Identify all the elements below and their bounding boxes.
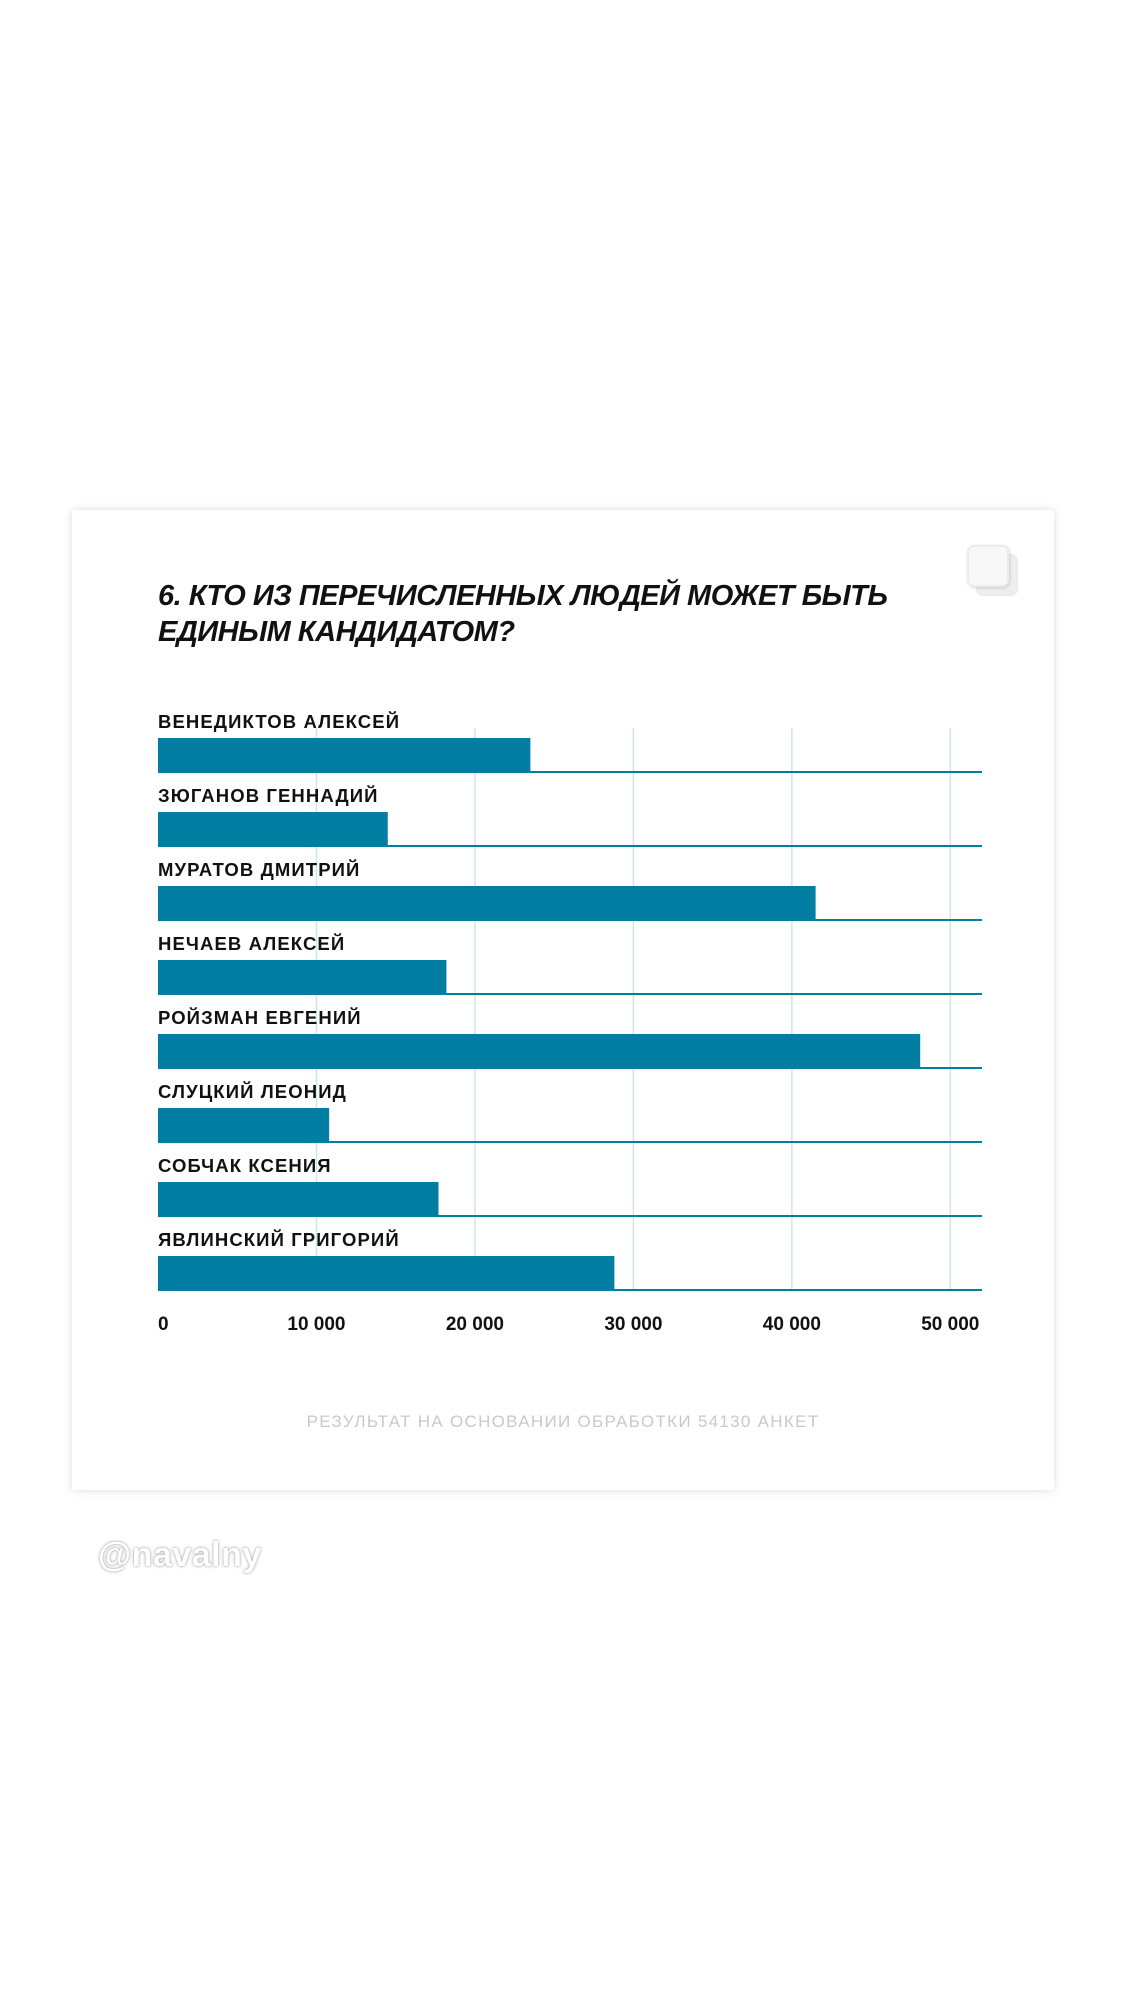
chart-title: 6. КТО ИЗ ПЕРЕЧИСЛЕННЫХ ЛЮДЕЙ МОЖЕТ БЫТЬ ЕДИНЫМ КАНДИДАТОМ? xyxy=(158,580,888,648)
bar xyxy=(158,886,816,920)
x-tick-label: 0 xyxy=(158,1314,169,1335)
bar xyxy=(158,812,388,846)
x-tick-label: 50 000 xyxy=(921,1314,980,1335)
category-label: ЗЮГАНОВ ГЕННАДИЙ xyxy=(158,785,379,806)
bar xyxy=(158,1256,614,1290)
x-tick-label: 40 000 xyxy=(762,1314,821,1335)
category-label: МУРАТОВ ДМИТРИЙ xyxy=(158,859,361,880)
category-label: ВЕНЕДИКТОВ АЛЕКСЕЙ xyxy=(158,711,401,732)
category-label: СОБЧАК КСЕНИЯ xyxy=(158,1155,332,1176)
watermark-handle: @navalny xyxy=(98,1536,262,1574)
chart-footnote: РЕЗУЛЬТАТ НА ОСНОВАНИИ ОБРАБОТКИ 54130 АНКЕТ xyxy=(306,1412,820,1431)
bar xyxy=(158,738,530,772)
bar xyxy=(158,960,446,994)
bar xyxy=(158,1108,329,1142)
category-label: РОЙЗМАН ЕВГЕНИЙ xyxy=(158,1007,362,1028)
x-tick-label: 20 000 xyxy=(445,1314,504,1335)
bar-chart xyxy=(72,510,1054,1390)
chart-card xyxy=(72,510,1054,1490)
category-label: НЕЧАЕВ АЛЕКСЕЙ xyxy=(158,933,346,954)
x-tick-label: 30 000 xyxy=(604,1314,663,1335)
x-tick-label: 10 000 xyxy=(287,1314,346,1335)
bar xyxy=(158,1182,438,1216)
category-label: ЯВЛИНСКИЙ ГРИГОРИЙ xyxy=(158,1229,400,1250)
category-label: СЛУЦКИЙ ЛЕОНИД xyxy=(158,1081,347,1102)
bar xyxy=(158,1034,920,1068)
